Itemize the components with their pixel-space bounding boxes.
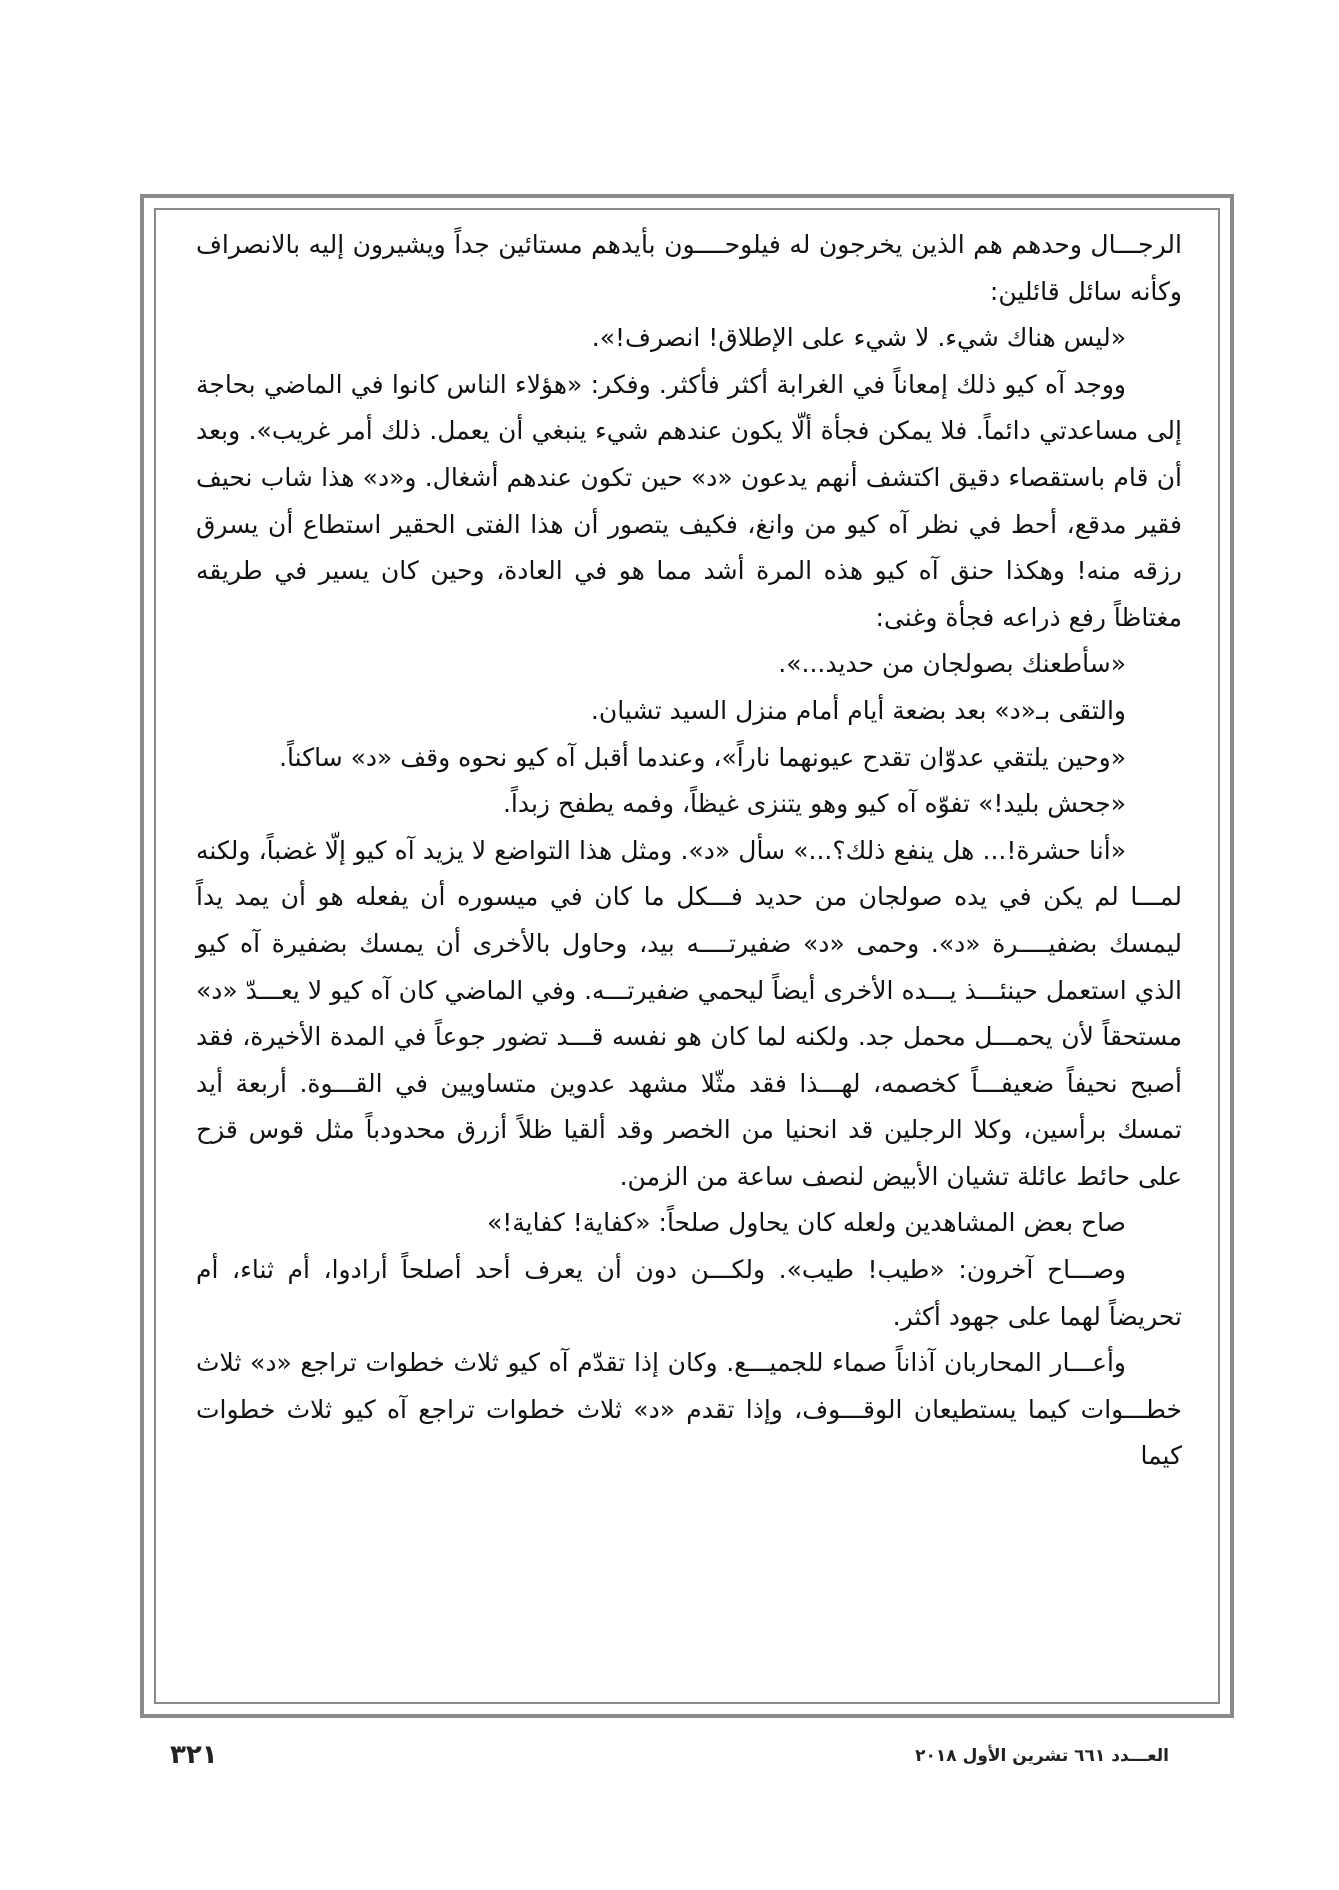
paragraph: صاح بعض المشاهدين ولعله كان يحاول صلحاً: «كفاية! كفاية!» bbox=[486, 1208, 1126, 1238]
paragraph: «وحين يلتقي عدوّان تقدح عيونهما ناراً»، وعندما أقبل آه كيو نحوه وقف «د» ساكناً. bbox=[279, 742, 1126, 772]
paragraph: ووجد آه كيو ذلك إمعاناً في الغرابة أكثر فأكثر. وفكر: «هؤلاء الناس كانوا في الماضي بحاجة إلى مساعدتي دائماً. فلا يمكن فجأة ألّا يكون عندهم شيء ينبغي أن يعمل. ذلك أمر غريب». وبعد أن قام باستقصاء دقيق اكتشف أنهم يدعون «د» حين تكون عندهم أشغال. و«د» هذا شاب نحيف فقير مدقع، أحط في نظر آه كيو من وانغ، فكيف يتصور أن هذا الفتى الحقير استطاع أن يسرق رزقه منه! وهكذا حنق آه كيو هذه المرة أشد مما هو في العادة، وحين كان يسير في طريقه مغتاظاً رفع ذراعه فجأة وغنى: bbox=[196, 369, 1182, 632]
page-number: ٣٢١ bbox=[170, 1740, 218, 1770]
paragraph: الرجـــال وحدهم هم الذين يخرجون له فيلوحــــون بأيدهم مستائين جداً ويشيرون إليه بالانصراف وكأنه سائل قائلين: bbox=[196, 230, 1182, 306]
issue-info: العـــدد ٦٦١ تشرين الأول ٢٠١٨ bbox=[915, 1746, 1169, 1766]
paragraph: «سأطعنك بصولجان من حديد...». bbox=[778, 649, 1126, 679]
paragraph: وصـــاح آخرون: «طيب! طيب». ولكـــن دون أن يعرف أحد أصلحاً أرادوا، أم ثناء، أم تحريضاً لهما على جهود أكثر. bbox=[196, 1255, 1182, 1331]
paragraph: والتقى بـ«د» بعد بضعة أيام أمام منزل السيد تشيان. bbox=[590, 695, 1126, 725]
paragraph: وأعـــار المحاربان آذاناً صماء للجميـــع. وكان إذا تقدّم آه كيو ثلاث خطوات تراجع «د» ثلاث خطـــوات كيما يستطيعان الوقـــوف، وإذا تقدم «د» ثلاث خطوات تراجع آه كيو ثلاث خطوات كيما bbox=[196, 1348, 1182, 1471]
paragraph: «جحش بليد!» تفوّه آه كيو وهو يتنزى غيظاً، وفمه يطفح زبداً. bbox=[502, 789, 1126, 819]
paragraph: «ليس هناك شيء. لا شيء على الإطلاق! انصرف!». bbox=[591, 323, 1126, 353]
article-body bbox=[196, 222, 1182, 1480]
paragraph: «أنا حشرة!... هل ينفع ذلك؟...» سأل «د». ومثل هذا التواضع لا يزيد آه كيو إلّا غضباً، ولكنه لمـــا لم يكن في يده صولجان من حديد فـــكل ما كان في ميسوره أن يفعله هو أن يمد يداً ليمسك بضفيــــرة «د». وحمى «د» ضفيرتــــه بيد، وحاول بالأخرى أن يمسك بضفيرة آه كيو الذي استعمل حينئـــذ يـــده الأخرى أيضاً ليحمي ضفيرتـــه. وفي الماضي كان آه كيو لا يعـــدّ «د» مستحقاً لأن يحمـــل محمل جد. ولكنه لما كان هو نفسه قـــد تضور جوعاً في المدة الأخيرة، فقد أصبح نحيفاً ضعيفـــاً كخصمه، لهـــذا فقد مثّلا مشهد عدوين متساويين في القـــوة. أربعة أيد تمسك برأسين، وكلا الرجلين قد انحنيا من الخصر وقد ألقيا ظلاً أزرق محدودباً مثل قوس قزح على حائط عائلة تشيان الأبيض لنصف ساعة من الزمن. bbox=[196, 835, 1182, 1191]
page-footer bbox=[170, 1740, 1169, 1776]
